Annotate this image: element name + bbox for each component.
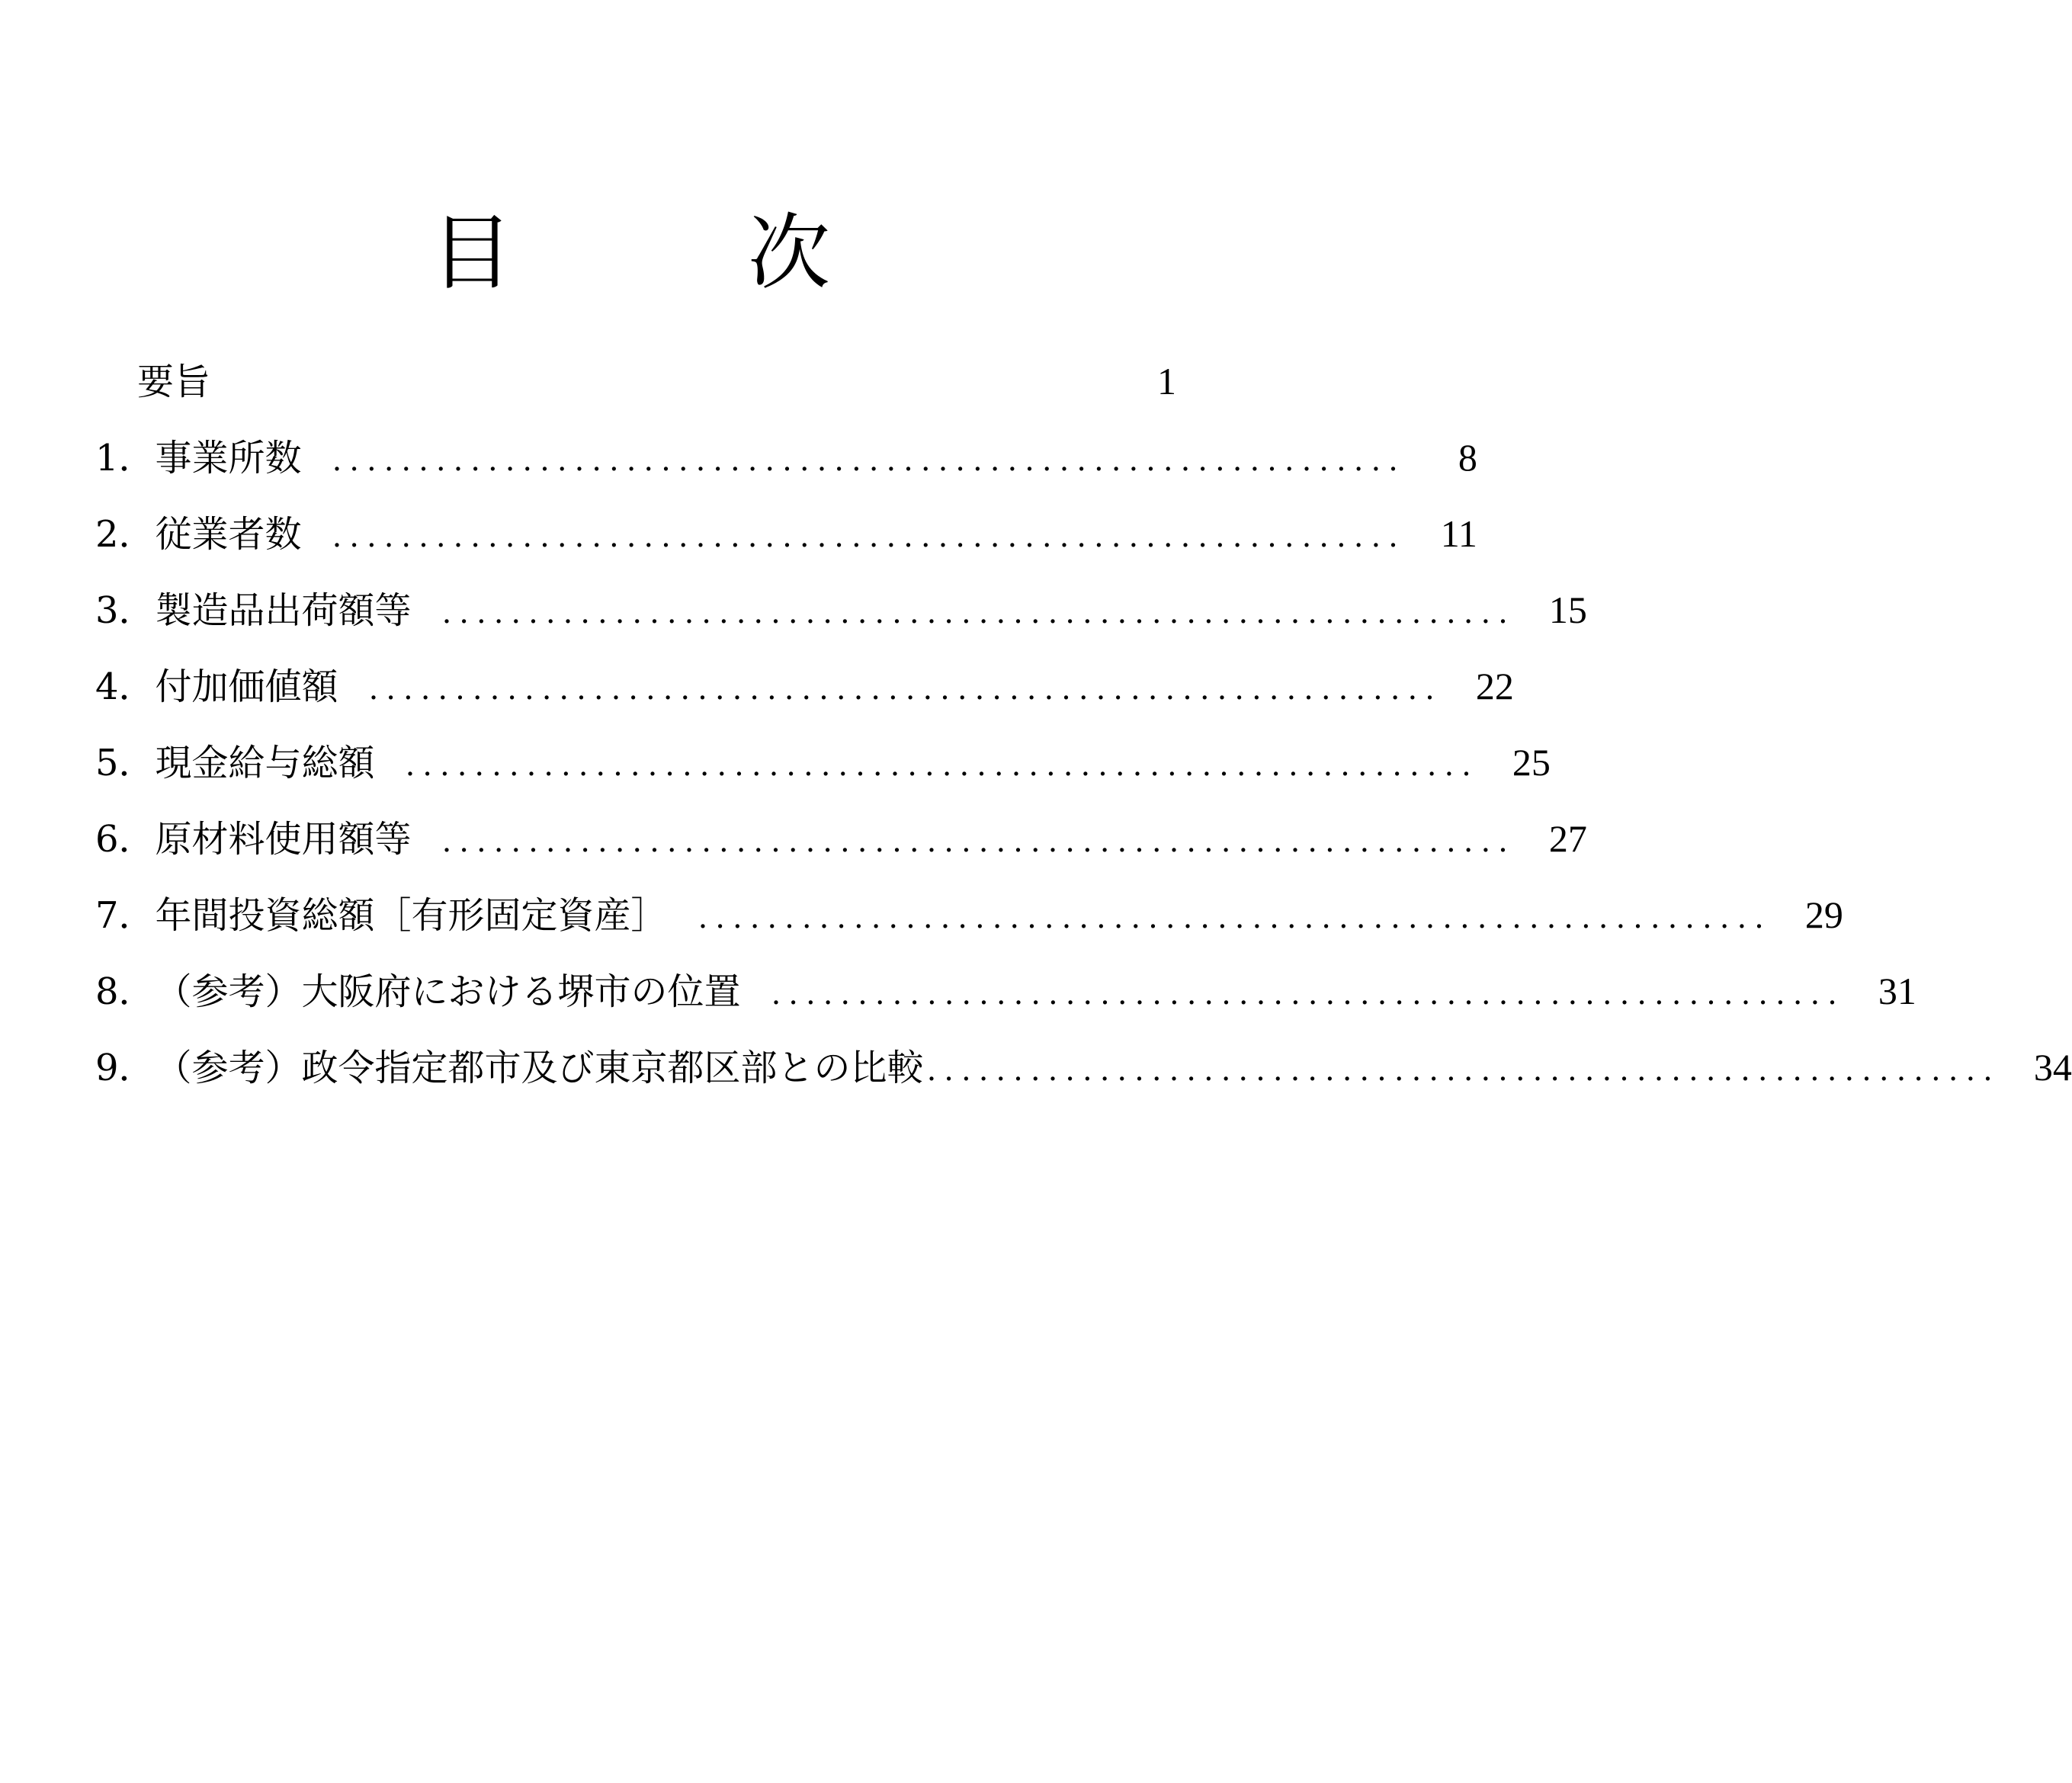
toc-leader-dots: .............................................................. [332,519,1406,554]
toc-entry-page: 22 [1475,665,1514,707]
toc-entry-label: 付加価値額 [155,665,338,708]
toc-entry-label: 従業者数 [155,513,302,556]
toc-entry-page: 8 [1458,436,1477,479]
toc-leader-dots: .............................................................. [332,443,1406,478]
toc-entry-page: 15 [1548,588,1587,631]
toc-entry-summary[interactable] [95,358,1176,435]
toc-entry-4[interactable] [95,663,1514,739]
toc-leader-dots: .............................................................. [771,976,1845,1012]
toc-entry-label: 製造品出荷額等 [155,589,412,632]
page-title: 目 次 [430,206,906,301]
toc-entry-number: 1． [95,437,156,479]
toc-leader-dots: .............................................................. [698,900,1772,935]
toc-entry-number: 2． [95,513,156,556]
toc-entry-1[interactable] [95,435,1477,511]
toc-entry-number: 9． [95,1047,156,1089]
toc-entry-6[interactable] [95,816,1587,892]
toc-entry-number: 5． [95,742,156,784]
toc-entry-page: 31 [1878,970,1916,1012]
toc-entry-page: 11 [1440,512,1477,555]
toc-entry-page: 1 [1157,360,1176,402]
toc-entry-label: 要旨 [137,361,211,403]
toc-leader-dots: .............................................................. [405,748,1479,783]
toc-leader-dots: .............................................................. [441,824,1516,859]
toc-entry-number: 3． [95,589,156,632]
toc-leader-dots: .............................................................. [926,1053,2000,1088]
toc-entry-label: 年間投資総額［有形固定資産］ [155,894,668,937]
toc-entry-9[interactable] [95,1044,2072,1121]
toc-entry-page: 29 [1804,893,1843,936]
toc-entry-label: 原材料使用額等 [155,818,412,861]
toc-entry-page: 34 [2033,1046,2072,1089]
toc-entry-number: 4． [95,665,156,708]
toc-entry-number: 7． [95,894,156,937]
toc-entry-label: （参考）大阪府における堺市の位置 [155,970,741,1013]
toc-leader-dots: .............................................................. [368,672,1442,707]
toc-entry-label: 事業所数 [155,437,302,479]
toc-entry-page: 25 [1512,741,1551,784]
toc-entry-label: 現金給与総額 [155,742,375,784]
toc-entry-number: 6． [95,818,156,861]
toc-entry-7[interactable] [95,892,1843,968]
toc-entry-2[interactable] [95,511,1477,587]
toc-entry-5[interactable] [95,739,1551,816]
toc-entry-page: 27 [1548,817,1587,860]
table-of-contents [95,358,2072,1121]
toc-entry-label: （参考）政令指定都市及び東京都区部との比較 [155,1047,924,1089]
toc-entry-3[interactable] [95,587,1587,663]
toc-leader-dots: .............................................................. [441,595,1516,630]
toc-entry-number: 8． [95,970,156,1013]
toc-entry-8[interactable] [95,968,1916,1044]
